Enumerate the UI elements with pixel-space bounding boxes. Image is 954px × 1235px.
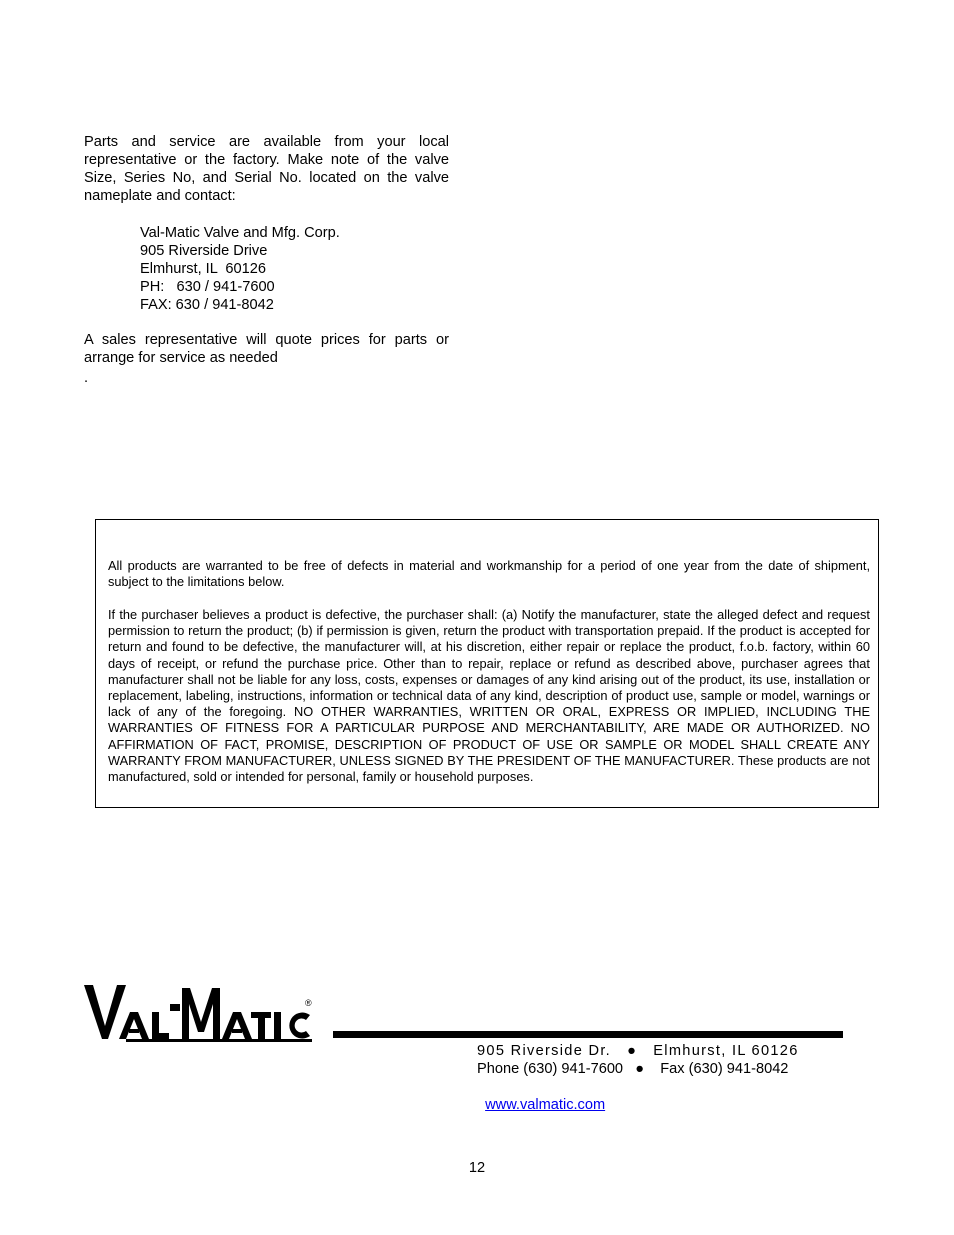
registered-mark: ®	[305, 998, 312, 1008]
valmatic-logo	[84, 984, 316, 1042]
parts-service-intro: Parts and service are available from your local representative or the factory. Make note of the valve Size, Series No, and Serial No. located on the valve nameplate and contact:	[84, 134, 449, 204]
website-link[interactable]: www.valmatic.com	[485, 1097, 606, 1113]
warranty-box	[95, 519, 879, 808]
sales-rep-note: A sales representative will quote prices for parts or arrange for service as needed	[84, 332, 449, 366]
page-number: 12	[468, 1160, 486, 1176]
trailing-period: .	[84, 370, 89, 386]
fax-number: FAX: 630 / 941-8042	[140, 297, 274, 313]
phone-number: PH: 630 / 941-7600	[140, 279, 275, 295]
street-address: 905 Riverside Drive	[140, 243, 268, 259]
warranty-paragraph-1: All products are warranted to be free of defects in material and workmanship for a period of one year from the date of shipment, subject to the limitations below.	[108, 558, 870, 590]
factory-address	[140, 224, 340, 314]
city-state-zip: Elmhurst, IL 60126	[140, 261, 267, 277]
footer-phone-line: Phone (630) 941-7600 ● Fax (630) 941-8042	[477, 1061, 789, 1077]
company-name: Val-Matic Valve and Mfg. Corp.	[140, 225, 340, 241]
footer-address-line: 905 Riverside Dr. ● Elmhurst, IL 60126	[477, 1043, 799, 1059]
warranty-paragraph-2: If the purchaser believes a product is defective, the purchaser shall: (a) Notify the manufacturer, state the alleged defect and request permission to return the product; (b) if permission is given, return the product with transportation prepaid. If the product is accepted for return and found to be defective, the manufacturer will, at his discretion, either repair or replace the product, f.o.b. factory, within 60 days of receipt, or refund the purchase price. Other than to repair, replace or refund as described above, purchaser agrees that manufacturer shall not be liable for any loss, costs, expenses or damages of any kind arising out of the product, its use, installation or replacement, labeling, instructions, information or technical data of any kind, description of product use, sample or model, warnings or lack of any of the foregoing. NO OTHER WARRANTIES, WRITTEN OR ORAL, EXPRESS OR IMPLIED, INCLUDING THE WARRANTIES OF FITNESS FOR A PARTICULAR PURPOSE AND MERCHANTABILITY, ARE MADE OR AUTHORIZED. NO AFFIRMATION OF FACT, PROMISE, DESCRIPTION OF PRODUCT OF USE OR SAMPLE OR MODEL SHALL CREATE ANY WARRANTY FROM MANUFACTURER, UNLESS SIGNED BY THE PRESIDENT OF THE MANUFACTURER. These products are not manufactured, sold or intended for personal, family or household purposes.	[108, 607, 870, 785]
footer-rule	[333, 1031, 843, 1038]
footer-website-line	[477, 1078, 605, 1114]
